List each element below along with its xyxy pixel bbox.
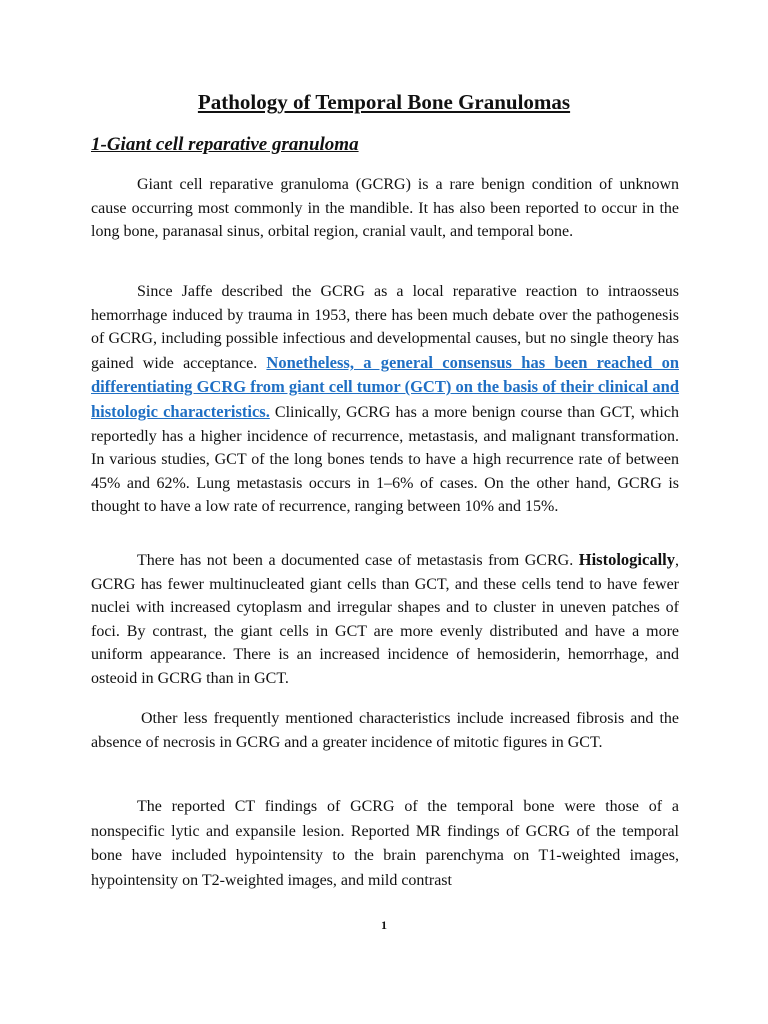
paragraph-history-text-1: Since Jaffe described the GCRG as a local reparative reaction to intraosseus hemorrhage induced by trauma in 1953, there has been much debate over the pathogenesis of GCRG, including possible infectious and developmental causes, but no single theory has gained wide acceptance.	[91, 283, 679, 372]
histologically-bold-term: Histologically	[578, 550, 675, 569]
paragraph-other-characteristics	[91, 707, 679, 754]
highlighted-link-text[interactable]: Nonetheless, a general consensus has been reached on differentiating GCRG from giant cell tumor (GCT) on the basis of their clinical and histologic characteristics.	[91, 352, 679, 421]
paragraph-histology-text-1: There has not been a documented case of metastasis from GCRG.	[137, 552, 579, 569]
paragraph-imaging	[91, 795, 679, 893]
page-title: Pathology of Temporal Bone Granulomas	[197, 90, 571, 114]
paragraph-imaging-text: The reported CT findings of GCRG of the temporal bone were those of a nonspecific lytic and expansile lesion. Reported MR findings of GCRG of the temporal bone have included hypointensity to the brain parenchyma on T1-weighted images, hypointensity on T2-weighted images, and mild contrast	[91, 798, 679, 889]
page-number: 1	[381, 918, 387, 932]
paragraph-histology-text-2: , GCRG has fewer multinucleated giant cells than GCT, and these cells tend to have fewer nuclei with increased cytoplasm and irregular shapes and to cluster in uneven patches of foci. By contrast, the giant cells in GCT are more evenly distributed and have a more uniform appearance. There is an increased incidence of hemosiderin, hemorrhage, and osteoid in GCRG than in GCT.	[91, 552, 679, 687]
paragraph-history	[91, 280, 679, 519]
paragraph-history-text-2: Clinically, GCRG has a more benign course than GCT, which reportedly has a higher incidence of recurrence, metastasis, and malignant transformation. In various studies, GCT of the long bones tends to have a high recurrence rate of between 45% and 62%. Lung metastasis occurs in 1–6% of cases. On the other hand, GCRG is thought to have a low rate of recurrence, ranging between 10% and 15%.	[91, 403, 679, 516]
paragraph-intro-text: Giant cell reparative granuloma (GCRG) is a rare benign condition of unknown cause occurring most commonly in the mandible. It has also been reported to occur in the long bone, paranasal sinus, orbital region, cranial vault, and temporal bone.	[91, 176, 679, 241]
section-heading: 1-Giant cell reparative granuloma	[91, 134, 359, 155]
paragraph-histology	[91, 548, 679, 691]
paragraph-intro	[91, 173, 679, 244]
paragraph-other-text: Other less frequently mentioned characteristics include increased fibrosis and the absence of necrosis in GCRG and a greater incidence of mitotic figures in GCT.	[91, 710, 679, 751]
